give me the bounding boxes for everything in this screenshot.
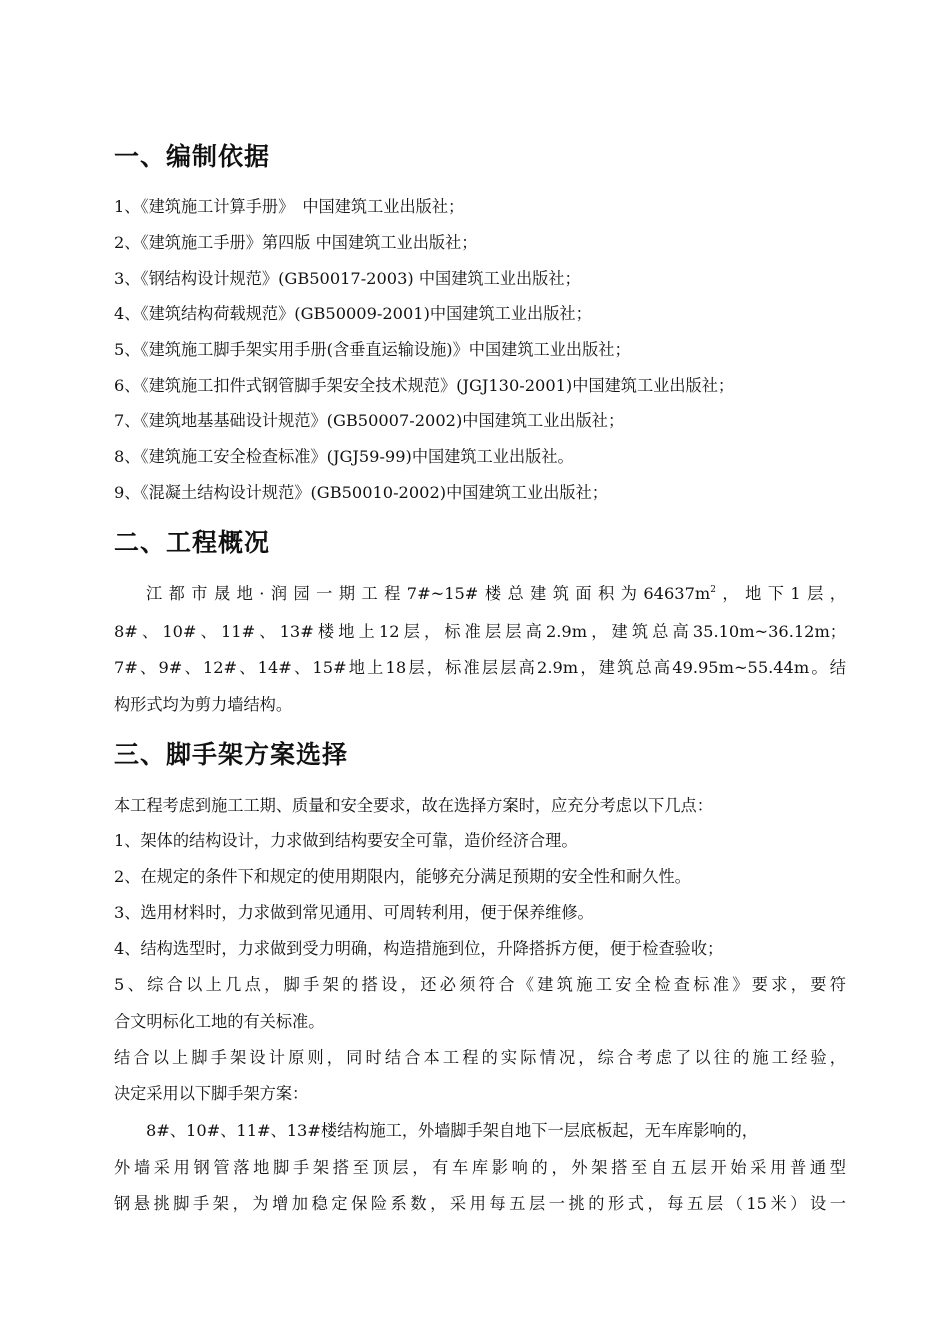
overview-paragraph-line: 8#、10#、11#、13#楼地上12层，标准层层高2.9m，建筑总高35.10m~36.12m； bbox=[114, 622, 846, 641]
overview-text: 江都市晟地·润园一期工程7#~15#楼总建筑面积为64637m bbox=[146, 584, 711, 603]
section-heading-overview: 二、工程概况 bbox=[114, 528, 271, 557]
plan-paragraph-line: 本工程考虑到施工工期、质量和安全要求，故在选择方案时，应充分考虑以下几点： bbox=[114, 796, 713, 815]
plan-list-item: 5、综合以上几点，脚手架的搭设，还必须符合《建筑施工安全检查标准》要求，要符 bbox=[114, 975, 846, 994]
reference-item: 7、《建筑地基基础设计规范》(GB50007-2002)中国建筑工业出版社； bbox=[114, 411, 625, 430]
reference-item: 3、《钢结构设计规范》(GB50017-2003) 中国建筑工业出版社； bbox=[114, 269, 581, 288]
plan-list-item: 合文明标化工地的有关标准。 bbox=[114, 1012, 325, 1031]
plan-list-item: 3、选用材料时，力求做到常见通用、可周转利用，便于保养维修。 bbox=[114, 903, 594, 922]
reference-item: 9、《混凝土结构设计规范》(GB50010-2002)中国建筑工业出版社； bbox=[114, 483, 608, 502]
reference-item: 6、《建筑施工扣件式钢管脚手架安全技术规范》(JGJ130-2001)中国建筑工业出版社； bbox=[114, 376, 735, 395]
plan-paragraph-line: 外墙采用钢管落地脚手架搭至顶层，有车库影响的，外架搭至自五层开始采用普通型 bbox=[114, 1158, 846, 1177]
section-heading-scaffold-plan: 三、脚手架方案选择 bbox=[114, 740, 349, 769]
plan-paragraph-line: 8#、10#、11#、13#楼结构施工，外墙脚手架自地下一层底板起，无车库影响的， bbox=[146, 1121, 758, 1140]
reference-item: 8、《建筑施工安全检查标准》(JGJ59-99)中国建筑工业出版社。 bbox=[114, 447, 574, 466]
plan-paragraph-line: 钢悬挑脚手架，为增加稳定保险系数，采用每五层一挑的形式，每五层（15米）设一 bbox=[114, 1194, 846, 1213]
plan-paragraph-line: 结合以上脚手架设计原则，同时结合本工程的实际情况，综合考虑了以往的施工经验， bbox=[114, 1048, 846, 1067]
superscript: 2 bbox=[710, 585, 716, 595]
plan-list-item: 1、架体的结构设计，力求做到结构要安全可靠，造价经济合理。 bbox=[114, 831, 578, 850]
plan-paragraph-line: 决定采用以下脚手架方案： bbox=[114, 1084, 309, 1103]
overview-text: ，地下1层， bbox=[715, 584, 846, 603]
reference-item: 2、《建筑施工手册》第四版 中国建筑工业出版社； bbox=[114, 233, 478, 252]
reference-item: 5、《建筑施工脚手架实用手册(含垂直运输设施)》中国建筑工业出版社； bbox=[114, 340, 631, 359]
plan-list-item: 4、结构选型时，力求做到受力明确，构造措施到位，升降搭拆方便，便于检查验收； bbox=[114, 939, 724, 958]
overview-paragraph-line: 7#、9#、12#、14#、15#地上18层，标准层层高2.9m，建筑总高49.95m~55.44m。结 bbox=[114, 658, 846, 677]
reference-item: 4、《建筑结构荷载规范》(GB50009-2001)中国建筑工业出版社； bbox=[114, 304, 592, 323]
section-heading-basis: 一、编制依据 bbox=[114, 142, 271, 171]
overview-paragraph-line: 构形式均为剪力墙结构。 bbox=[114, 695, 293, 714]
plan-list-item: 2、在规定的条件下和规定的使用期限内，能够充分满足预期的安全性和耐久性。 bbox=[114, 867, 691, 886]
overview-paragraph-line bbox=[146, 580, 846, 604]
reference-item: 1、《建筑施工计算手册》 中国建筑工业出版社； bbox=[114, 197, 465, 216]
